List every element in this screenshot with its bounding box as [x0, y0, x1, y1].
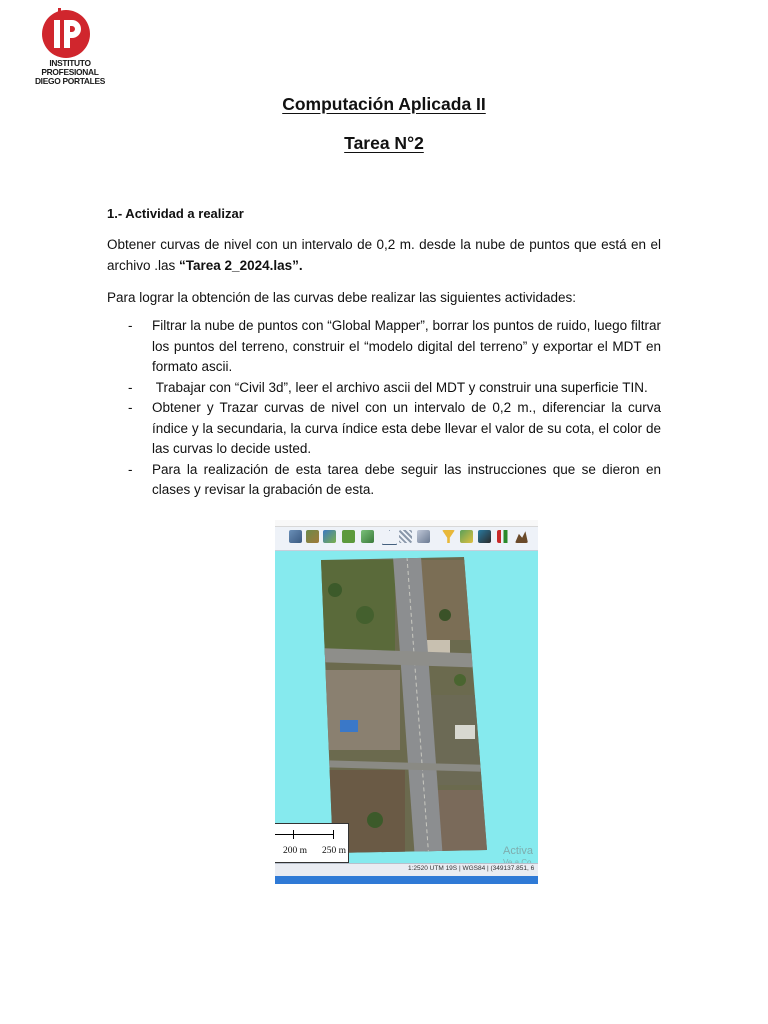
tree — [439, 609, 451, 621]
global-mapper-screenshot — [275, 520, 538, 884]
tree — [454, 674, 466, 686]
bullet-marker: - — [128, 318, 133, 333]
file-name: “Tarea 2_2024.las”. — [179, 258, 303, 273]
ip-logo-mark-icon — [40, 6, 92, 60]
tree — [356, 606, 374, 624]
intro-text: Obtener curvas de nivel con un intervalo de 0,2 m. desde la nube de puntos que está en el archivo .las — [107, 237, 661, 273]
bullet-marker: - — [128, 400, 133, 415]
list-item — [107, 460, 661, 501]
aerial-point-cloud-view — [275, 520, 538, 863]
scale-bar — [275, 823, 349, 863]
taskbar — [275, 876, 538, 884]
list-item — [107, 378, 661, 399]
urban-block — [315, 670, 400, 750]
scale-label-200: 200 m — [283, 846, 308, 856]
logo-line-2: DIEGO PORTALES — [34, 76, 106, 86]
list-item-text: Obtener y Trazar curvas de nivel con un intervalo de 0,2 m., diferenciar la curva índice y la secundaria, la curva índice esta debe llevar el valor de su cota, el color de las curvas lo decide usted. — [152, 400, 661, 456]
instructions-lead: Para lograr la obtención de las curvas debe realizar las siguientes actividades: — [107, 290, 577, 305]
document-title: Computación Aplicada II — [282, 94, 486, 114]
logo-line-1: INSTITUTO PROFESIONAL — [41, 58, 99, 77]
status-bar — [275, 863, 538, 876]
list-item — [107, 398, 661, 460]
scale-tick — [293, 830, 294, 839]
bullet-marker: - — [128, 461, 133, 477]
list-item — [107, 316, 661, 378]
blue-roof — [340, 720, 358, 732]
tree — [328, 583, 342, 597]
section-heading: 1.- Actividad a realizar — [107, 206, 244, 221]
activation-watermark: Activa — [503, 845, 533, 857]
activity-list — [107, 316, 661, 501]
scale-line — [275, 834, 333, 835]
white-roof — [455, 725, 475, 739]
intro-paragraph — [107, 234, 661, 276]
list-item-text: Trabajar con “Civil 3d”, leer el archivo ascii del MDT y construir una superficie TIN. — [152, 379, 648, 395]
list-item-text: Para la realización de esta tarea debe seguir las instrucciones que se dieron en clases y revisar la grabación de esta. — [152, 461, 661, 497]
bullet-marker: - — [128, 379, 133, 395]
institution-logo — [20, 6, 120, 86]
field-block — [315, 560, 395, 655]
tree — [367, 812, 383, 828]
logo-text — [20, 59, 120, 86]
list-item-text: Filtrar la nube de puntos con “Global Mapper”, borrar los puntos de ruido, luego filtrar los puntos del terreno, construir el “modelo digital del terreno” y exportar el MDT en formato ascii. — [152, 318, 661, 374]
document-subtitle: Tarea N°2 — [344, 133, 424, 153]
scale-tick — [333, 830, 334, 839]
scale-label-250: 250 m — [322, 846, 347, 856]
status-text: 1:2520 UTM 19S | WGS84 | (349137.851, 6 — [408, 865, 535, 872]
